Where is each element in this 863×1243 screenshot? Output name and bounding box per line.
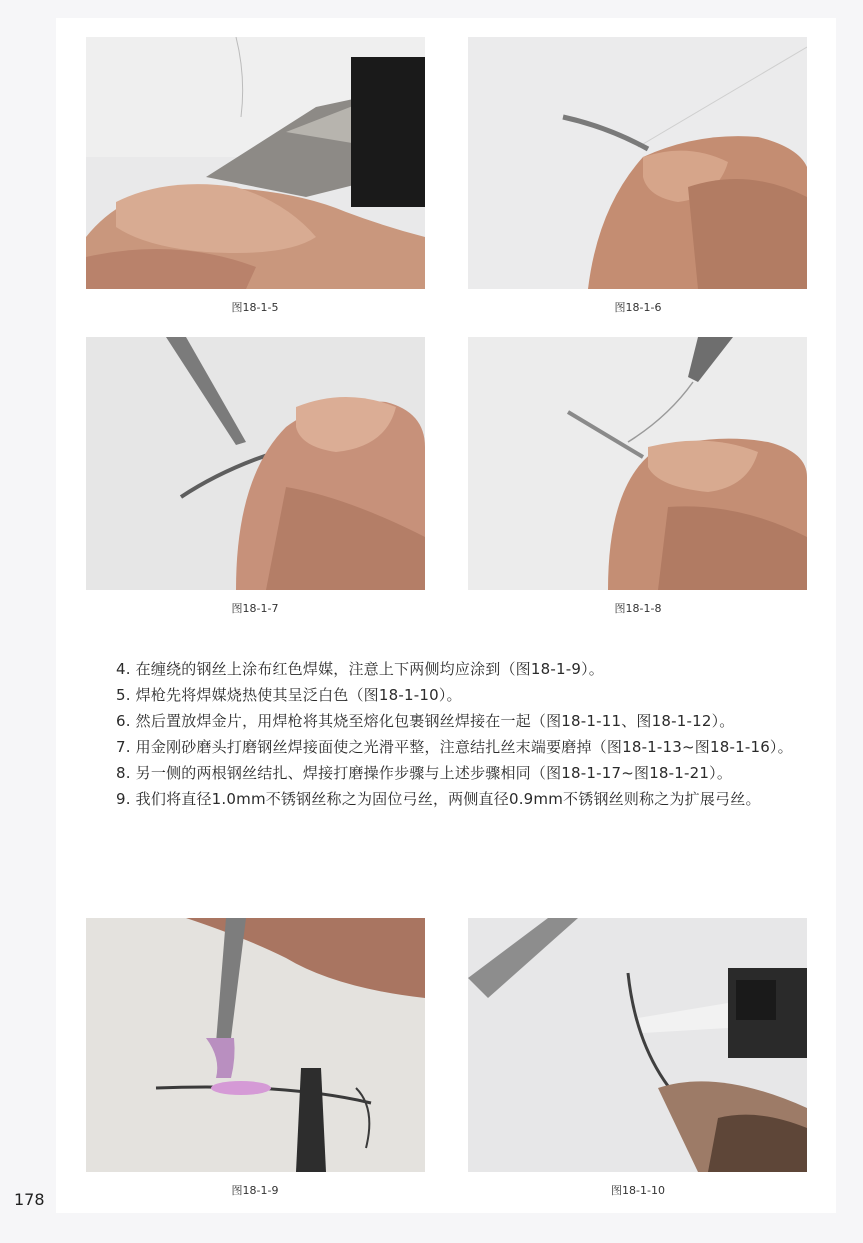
caption-fig-18-1-6: 图18-1-6 [614,301,662,314]
caption-fig-18-1-10: 图18-1-10 [611,1184,665,1197]
paragraph-step-8: 8. 另一侧的两根钢丝结扎、焊接打磨操作步骤与上述步骤相同（图18-1-17~图18-1-21）。 [116,764,733,782]
paragraph-step-7: 7. 用金刚砂磨头打磨钢丝焊接面使之光滑平整，注意结扎丝末端要磨掉（图18-1-13~图18-1-16）。 [116,738,793,756]
photo-fig-18-1-9 [86,918,425,1172]
paragraph-step-4: 4. 在缠绕的钢丝上涂布红色焊媒，注意上下两侧均应涂到（图18-1-9）。 [116,660,604,678]
paragraph-step-9: 9. 我们将直径1.0mm不锈钢丝称之为固位弓丝，两侧直径0.9mm不锈钢丝则称之为扩展弓丝。 [116,790,761,808]
paragraph-step-5: 5. 焊枪先将焊媒烧热使其呈泛白色（图18-1-10）。 [116,686,462,704]
photo-fig-18-1-10 [468,918,807,1172]
page-number: 178 [14,1190,45,1209]
paragraph-step-6: 6. 然后置放焊金片，用焊枪将其烧至熔化包裹钢丝焊接在一起（图18-1-11、图18-1-12）。 [116,712,735,730]
caption-fig-18-1-9: 图18-1-9 [231,1184,279,1197]
caption-fig-18-1-8: 图18-1-8 [614,602,662,615]
photo-fig-18-1-7 [86,337,425,590]
caption-fig-18-1-5: 图18-1-5 [231,301,279,314]
photo-fig-18-1-8 [468,337,807,590]
photo-fig-18-1-5 [86,37,425,289]
instruction-text [86,656,806,812]
photo-fig-18-1-6 [468,37,807,289]
caption-fig-18-1-7: 图18-1-7 [231,602,279,615]
